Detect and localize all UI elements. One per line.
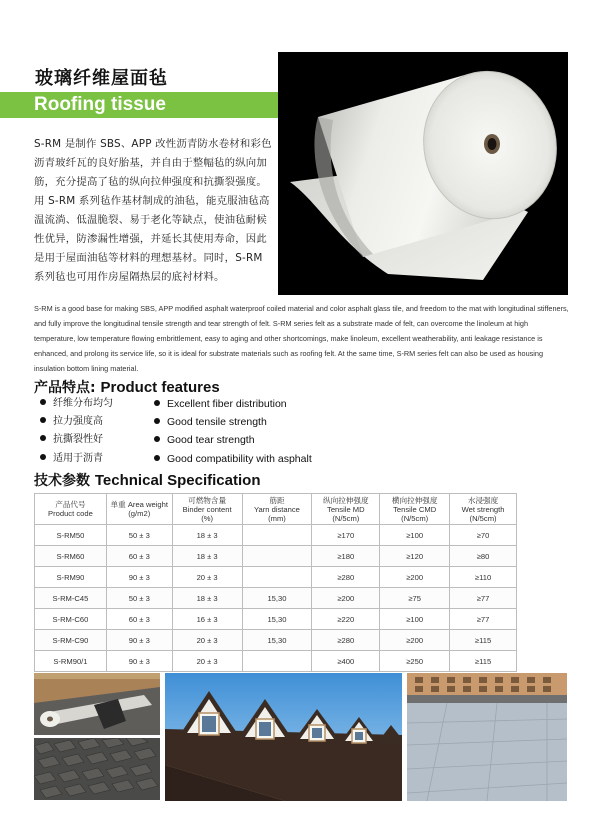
table-row <box>35 630 517 651</box>
table-cell: 20 ± 3 <box>172 630 242 651</box>
table-row <box>35 525 517 546</box>
table-cell: S-RM90 <box>35 567 107 588</box>
features-heading-cn: 产品特点: <box>34 380 96 396</box>
table-cell: S-RM50 <box>35 525 107 546</box>
table-row <box>35 546 517 567</box>
table-cell: 90 ± 3 <box>106 630 172 651</box>
table-cell: ≥77 <box>450 588 517 609</box>
feature-item-cn: 拉力强度高 <box>40 413 103 431</box>
roof-installation-photo <box>34 673 160 735</box>
table-cell: 15,30 <box>242 630 312 651</box>
table-cell: 60 ± 3 <box>106 609 172 630</box>
house-roof-photo <box>165 673 402 801</box>
bullet-icon <box>40 399 46 405</box>
spec-heading <box>34 470 260 490</box>
table-cell <box>242 546 312 567</box>
column-header: 单重 Area weight (g/m2) <box>106 494 172 525</box>
column-header: 纵向拉伸强度 Tensile MD (N/5cm) <box>312 494 380 525</box>
feature-item-en: Excellent fiber distribution <box>154 395 287 413</box>
table-cell: 50 ± 3 <box>106 525 172 546</box>
table-cell: S-RM-C60 <box>35 609 107 630</box>
column-header: 水浸强度 Wet strength (N/5cm) <box>450 494 517 525</box>
table-cell: S-RM60 <box>35 546 107 567</box>
feature-item-cn: 抗撕裂性好 <box>40 431 103 449</box>
bullet-icon <box>154 436 160 442</box>
feature-item-cn: 纤维分布均匀 <box>40 395 113 413</box>
table-cell: ≥77 <box>450 609 517 630</box>
bullet-icon <box>154 400 160 406</box>
features-heading <box>34 377 220 397</box>
table-cell: 18 ± 3 <box>172 588 242 609</box>
table-cell: ≥250 <box>380 651 450 672</box>
table-cell: ≥280 <box>312 567 380 588</box>
table-cell: ≥115 <box>450 630 517 651</box>
table-cell: 50 ± 3 <box>106 588 172 609</box>
intro-text-cn: S-RM 是制作 SBS、APP 改性沥青防水卷材和彩色沥青玻纤瓦的良好胎基，并自由于整幅毡的纵向加筋，充分提高了毡的纵向拉伸强度和抗撕裂强度。用 S-RM 系列毡作基材制成的油毡，能克服油毡高温流淌、低温脆裂、易于老化等缺点，使油毡耐候性优异，防渗漏性增强，并延长其使用寿命，因此是用于屋面油毡等材料的理想基材。同时，S-RM 系列毡也可用作房屋隔热层的底衬材料。 <box>34 138 272 283</box>
table-cell: ≥115 <box>450 651 517 672</box>
bullet-icon <box>40 454 46 460</box>
table-cell: 15,30 <box>242 609 312 630</box>
spec-heading-cn: 技术参数 <box>34 473 90 489</box>
page-title-cn: 玻璃纤维屋面毡 <box>35 68 168 89</box>
table-cell: ≥180 <box>312 546 380 567</box>
table-cell: ≥70 <box>450 525 517 546</box>
table-cell: S-RM-C90 <box>35 630 107 651</box>
table-cell <box>242 567 312 588</box>
table-row <box>35 651 517 672</box>
table-cell: ≥110 <box>450 567 517 588</box>
table-row <box>35 588 517 609</box>
table-cell: ≥100 <box>380 525 450 546</box>
bullet-icon <box>154 418 160 424</box>
feature-item-cn: 适用于沥青 <box>40 450 103 468</box>
column-header: 产品代号 Product code <box>35 494 107 525</box>
table-cell: ≥280 <box>312 630 380 651</box>
table-cell: ≥80 <box>450 546 517 567</box>
table-cell: ≥75 <box>380 588 450 609</box>
feature-item-en: Good tensile strength <box>154 413 267 431</box>
intro-text-en: S-RM is a good base for making SBS, APP modified asphalt waterproof coiled material and color asphalt glass tile, and freedom to the mat with longitudinal stiffeners, and fully improve the longitudinal tensile strength and tear strength of felt. S-RM series felt as a substrate made of felt, can overcome the linoleum at high temperature, low temperature flowing embrittlement, easy to aging and other shortcomings, make linoleum, excellent weatherability, anti leakage resistance is enhanced, and prolong its service life, so it is ideal for substrate materials such as roofing felt. At the same time, S-RM series felt can also be used as housing insulation bottom lining material. <box>34 304 569 373</box>
feature-item-en: Good compatibility with asphalt <box>154 450 312 468</box>
roofing-tissue-roll-photo <box>278 52 568 295</box>
table-cell: 90 ± 3 <box>106 567 172 588</box>
table-cell <box>242 651 312 672</box>
table-cell: 18 ± 3 <box>172 525 242 546</box>
table-cell: ≥170 <box>312 525 380 546</box>
table-cell: 16 ± 3 <box>172 609 242 630</box>
column-header: 可燃物含量 Binder content (%) <box>172 494 242 525</box>
table-cell: ≥200 <box>380 567 450 588</box>
table-cell: 20 ± 3 <box>172 567 242 588</box>
page-title-en: Roofing tissue <box>34 94 166 115</box>
table-cell: 15,30 <box>242 588 312 609</box>
feature-item-en: Good tear strength <box>154 431 255 449</box>
table-row <box>35 567 517 588</box>
flat-roof-photo <box>407 673 567 801</box>
table-cell: 60 ± 3 <box>106 546 172 567</box>
spec-table <box>34 493 517 672</box>
bullet-icon <box>40 435 46 441</box>
table-cell: ≥400 <box>312 651 380 672</box>
table-cell: ≥100 <box>380 609 450 630</box>
asphalt-shingles-photo <box>34 738 160 800</box>
table-cell: ≥200 <box>312 588 380 609</box>
features-heading-en: Product features <box>100 379 220 396</box>
table-cell: S-RM-C45 <box>35 588 107 609</box>
table-cell: 18 ± 3 <box>172 546 242 567</box>
table-cell: 20 ± 3 <box>172 651 242 672</box>
table-cell: 90 ± 3 <box>106 651 172 672</box>
table-row <box>35 609 517 630</box>
spec-heading-en: Technical Specification <box>94 472 261 489</box>
bullet-icon <box>154 455 160 461</box>
table-cell: S-RM90/1 <box>35 651 107 672</box>
table-cell <box>242 525 312 546</box>
table-header-row <box>35 494 517 525</box>
column-header: 筋距 Yarn distance (mm) <box>242 494 312 525</box>
bullet-icon <box>40 417 46 423</box>
table-cell: ≥200 <box>380 630 450 651</box>
table-cell: ≥120 <box>380 546 450 567</box>
column-header: 横向拉伸强度 Tensile CMD (N/5cm) <box>380 494 450 525</box>
table-cell: ≥220 <box>312 609 380 630</box>
